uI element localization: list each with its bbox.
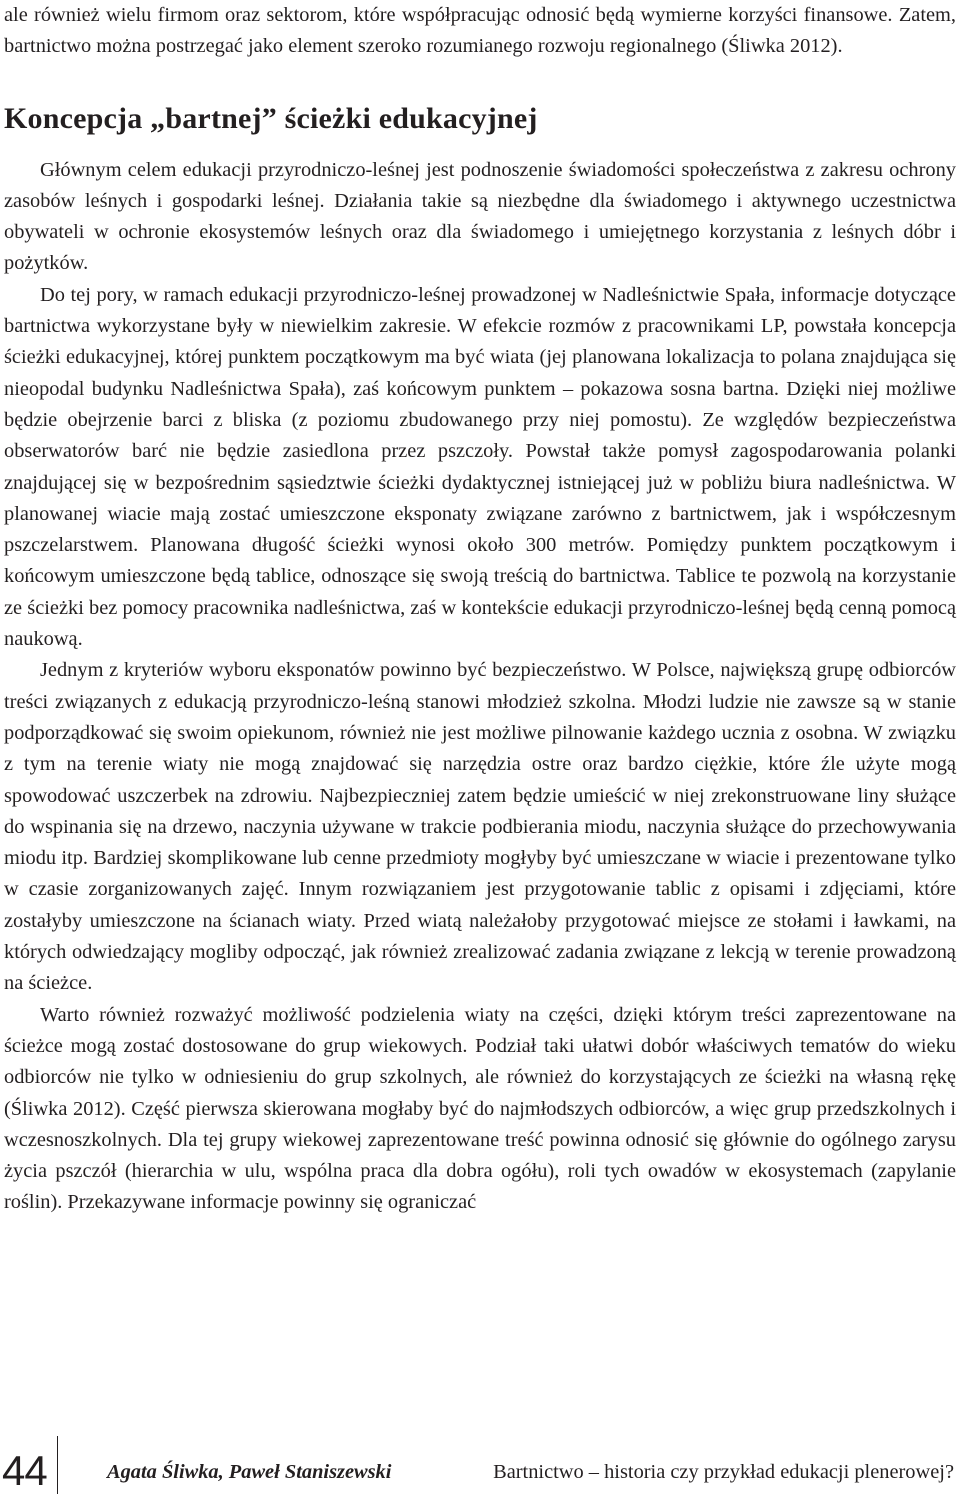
paragraph: Głównym celem edukacji przyrodniczo-leśnej jest podnoszenie świadomości społeczeństwa z zakresu ochrony zasobów leśnych i gospodarki leśnej. Działania takie są niezbędne dla świadomego i aktywnego uczestnictwa obywateli w ochronie ekosystemów leśnych oraz dla świadomego i umiejętnego korzystania z leśnych dóbr i pożytków. [4, 158, 956, 275]
body-text [4, 0, 956, 1219]
section-heading: Koncepcja „bartnej” ścieżki edukacyjnej [4, 101, 538, 135]
page-footer [0, 1436, 960, 1499]
footer-authors: Agata Śliwka, Paweł Staniszewski [107, 1461, 392, 1483]
paragraph: Jednym z kryteriów wyboru eksponatów powinno być bezpieczeństwo. W Polsce, największą grupę odbiorców treści związanych z edukacją przyrodniczo-leśną stanowi młodzież szkolna. Młodzi ludzie nie zawsze są w stanie podporządkować się swoim opiekunom, również nie jest możliwe pilnowanie każdego ucznia z osobna. W związku z tym na terenie wiaty nie mogą znajdować się narzędzia ostre oraz bardzo ciężkie, które źle użyte mogą spowodować uszczerbek na zdrowiu. Najbezpieczniej zatem będzie umieścić w niej zrekonstruowane liny służące do wspinania się na drzewo, naczynia używane w trakcie podbierania miodu, naczynia służące do przechowywania miodu itp. Bardziej skomplikowane lub cenne przedmioty mogłyby być umieszczane w wiacie i prezentowane tylko w czasie zorganizowanych zajęć. Innym rozwiązaniem jest przygotowanie tablic z opisami i zdjęciami, które zostałyby umieszczone na ścianach wiaty. Przed wiatą należałoby przygotować miejsce ze stołami i ławkami, na których odwiedzający mogliby odpocząć, jak również zrealizować zadania związane z lekcją w terenie prowadzoną na ścieżce. [4, 659, 956, 995]
running-head [107, 1458, 957, 1486]
footer-divider [57, 1436, 58, 1494]
paragraph-continued: ale również wielu firmom oraz sektorom, które współpracując odnosić będą wymierne korzyści finansowe. Zatem, bartnictwo można postrzegać jako element szeroko rozumianego rozwoju regionalnego (Śliwka 2012). [4, 4, 956, 58]
paragraph: Do tej pory, w ramach edukacji przyrodniczo-leśnej prowadzonej w Nadleśnictwie Spała, informacje dotyczące bartnictwa wykorzystane były w niewielkim zakresie. W efekcie rozmów z pracownikami LP, powstała koncepcja ścieżki edukacyjnej, której punktem początkowym ma być wiata (jej planowana lokalizacja to polana znajdująca się nieopodal budynku Nadleśnictwa Spała), zaś końcowym punktem – pokazowa sosna bartna. Dzięki niej możliwe będzie obejrzenie barci z bliska (z poziomu zbudowanego przy niej pomostu). Ze względów bezpieczeństwa obserwatorów barć nie będzie zasiedlona przez pszczoły. Powstał także pomysł zagospodarowania polanki znajdującej się w bezpośrednim sąsiedztwie ścieżki dydaktycznej istniejącej już w pobliżu biura nadleśnictwa. W planowanej wiacie mają zostać umieszczone eksponaty związane zarówno z bartnictwem, jak i współczesnym pszczelarstwem. Planowana długość ścieżki wynosi około 300 metrów. Pomiędzy punktem początkowym i końcowym umieszczone będą tablice, odnoszące się swoją treścią do bartnictwa. Tablice te pozwolą na korzystanie ze ścieżki bez pomocy pracownika nadleśnictwa, zaś w kontekście edukacji przyrodniczo-leśnej będą cenną pomocą naukową. [4, 283, 956, 651]
page-number: 44 [2, 1447, 47, 1494]
footer-short-title: Bartnictwo – historia czy przykład edukacji plenerowej? [493, 1461, 954, 1483]
paragraph: Warto również rozważyć możliwość podzielenia wiaty na części, dzięki którym treści zaprezentowane na ścieżce mogą zostać dostosowane do grup wiekowych. Podział taki ułatwi dobór właściwych tematów do wieku odbiorców nie tylko w odniesieniu do grup szkolnych, ale również do korzystających ze ścieżki na własną rękę (Śliwka 2012). Część pierwsza skierowana mogłaby być do najmłodszych odbiorców, a więc grup przedszkolnych i wczesnoszkolnych. Dla tej grupy wiekowej zaprezentowane treść powinna odnosić się głównie do ogólnego zarysu życia pszczół (hierarchia w ulu, wspólna praca dla dobra ogółu), roli tych owadów w ekosystemach (zapylanie roślin). Przekazywane informacje powinny się ograniczać [4, 1003, 956, 1214]
